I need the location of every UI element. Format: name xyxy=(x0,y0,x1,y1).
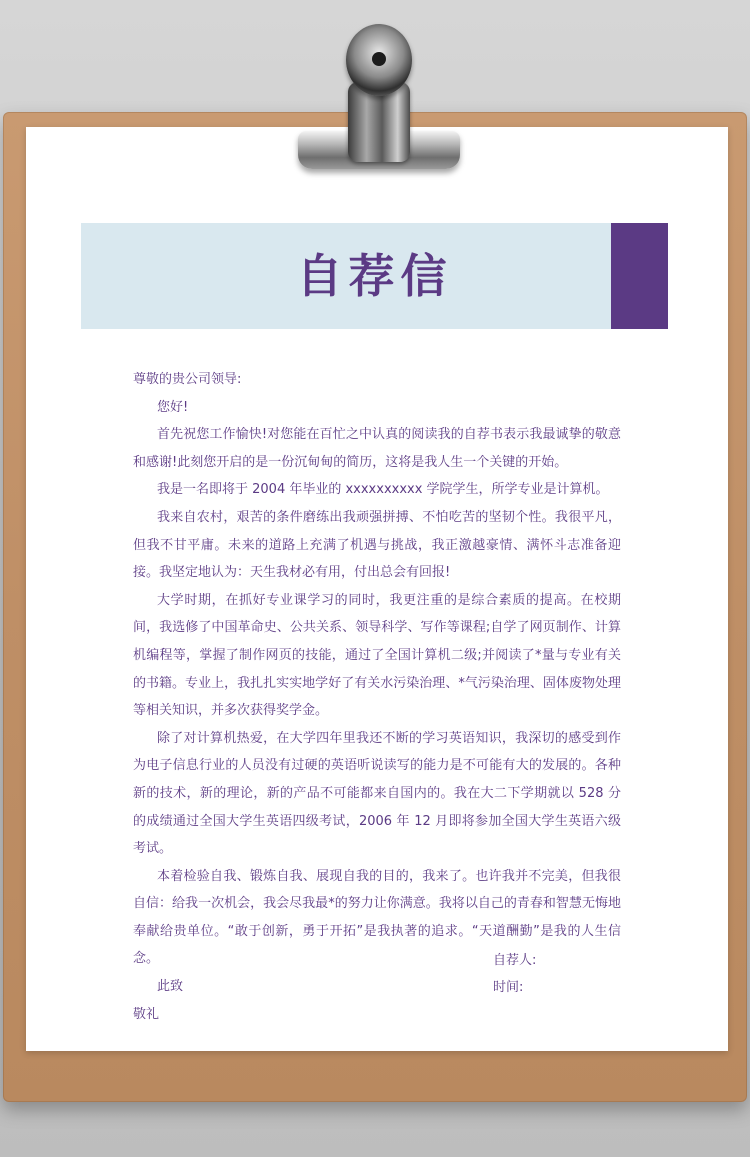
greeting: 您好! xyxy=(157,399,189,415)
clip-hole xyxy=(372,52,386,66)
paragraph: 大学时期，在抓好专业课学习的同时，我更注重的是综合素质的提高。在校期间，我选修了中国革命史、公共关系、领导科学、写作等课程;自学了网页制作、计算机编程等，掌握了制作网页的技能，通过了全国计算机二级;并阅读了*量与专业有关的书籍。专业上，我扎扎实实地学好了有关水污染治理、*气污染治理、固体废物处理等相关知识，并多次获得奖学金。 xyxy=(133,592,621,719)
paragraph: 首先祝您工作愉快!对您能在百忙之中认真的阅读我的自荐书表示我最诚挚的敬意和感谢!此刻您开启的是一份沉甸甸的简历，这将是我人生一个关键的开始。 xyxy=(133,427,621,470)
metal-binder-clip-icon xyxy=(296,22,462,172)
regards: 敬礼 xyxy=(133,1006,160,1022)
page-title: 自荐信 xyxy=(296,249,453,303)
letter-body xyxy=(133,366,621,1028)
paragraph: 本着检验自我、锻炼自我、展现自我的目的，我来了。也许我并不完美，但我很自信：给我一次机会，我会尽我最*的努力让你满意。我将以自己的青春和智慧无悔地奉献给贵单位。“敢于创新，勇于开拓”是我执著的追求。“天道酬勤”是我的人生信念。 xyxy=(133,868,621,967)
paragraph: 我来自农村，艰苦的条件磨练出我顽强拼搏、不怕吃苦的坚韧个性。我很平凡，但我不甘平庸。未来的道路上充满了机遇与挑战，我正激越豪情、满怀斗志准备迎接。我坚定地认为：天生我材必有用，付出总会有回报! xyxy=(133,509,621,581)
paragraph: 除了对计算机热爱，在大学四年里我还不断的学习英语知识，我深切的感受到作为电子信息行业的人员没有过硬的英语听说读写的能力是不可能有大的发展的。各种新的技术，新的理论，新的产品不可能都来自国内的。我在大二下学期就以 528 分的成绩通过全国大学生英语四级考试，2006 年 12 月即将参加全国大学生英语六级考试。 xyxy=(133,730,621,857)
closing: 此致 xyxy=(157,979,184,995)
date-label: 时间: xyxy=(493,980,524,995)
paragraph: 我是一名即将于 2004 年毕业的 xxxxxxxxxx 学院学生，所学专业是计算机。 xyxy=(157,482,609,498)
salutation: 尊敬的贵公司领导: xyxy=(133,372,242,387)
signature-label: 自荐人: xyxy=(493,953,537,968)
signature-block xyxy=(493,947,536,1001)
